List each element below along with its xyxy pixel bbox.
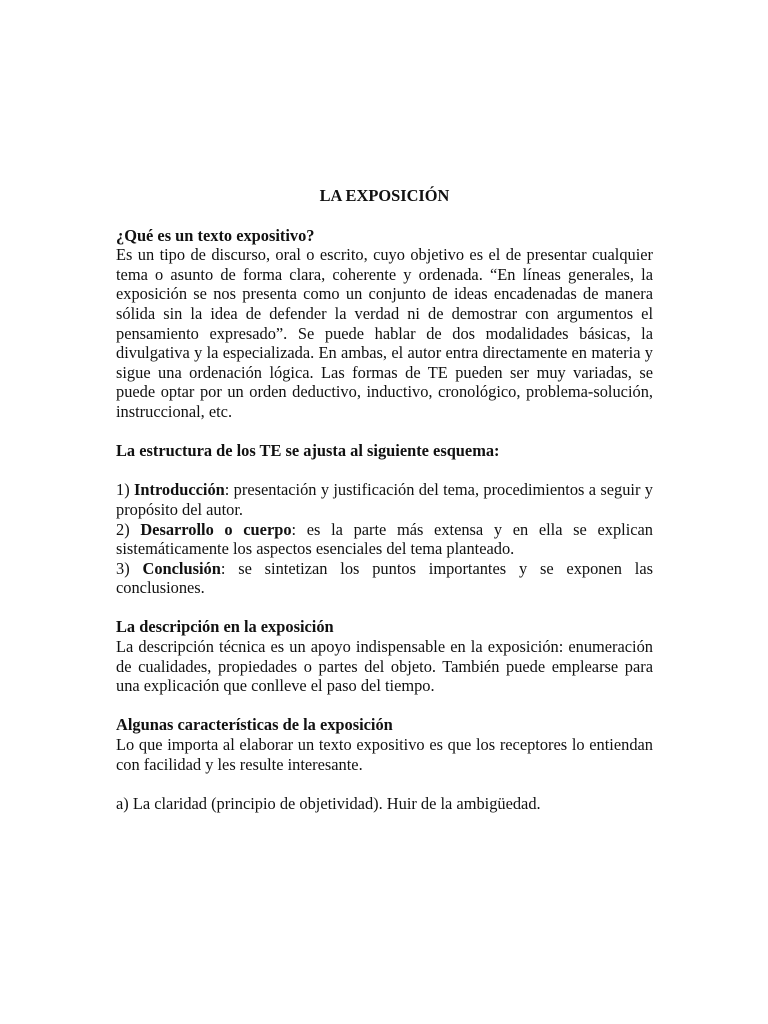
section-clarity [116,794,653,814]
list-item-number: 2) [116,519,130,539]
list-item [116,520,653,559]
list-item-text: : se sintetizan los puntos importantes y se exponen las conclusiones. [116,558,653,598]
section-heading: ¿Qué es un texto expositivo? [116,225,315,245]
list-item [116,480,653,519]
list-item-text: : es la parte más extensa y en ella se explican sistemáticamente los aspectos esenciales del tema planteado. [116,519,653,559]
list-item-text: : presentación y justificación del tema, procedimientos a seguir y propósito del autor. [116,480,653,519]
list-item-number: 1) [116,480,130,500]
document-title: LA EXPOSICIÓN [319,186,450,205]
section-heading: La estructura de los TE se ajusta al siguiente esquema: [116,441,500,461]
list-item-number: 3) [116,558,130,578]
section-paragraph: Lo que importa al elaborar un texto expositivo es que los receptores lo entiendan con facilidad y les resulte interesante. [116,735,653,774]
list-item [116,559,653,598]
document-page [116,186,653,833]
section-heading: La descripción en la exposición [116,617,334,637]
section-paragraph: Es un tipo de discurso, oral o escrito, cuyo objetivo es el de presentar cualquier tema o asunto de forma clara, coherente y ordenada. “En líneas generales, la exposición se nos presenta como un conjunto de ideas encadenadas de manera sólida sin la idea de defender la verdad ni de demostrar con argumentos el pensamiento expresado”. Se puede hablar de dos modalidades básicas, la divulgativa y la especializada. En ambas, el autor entra directamente en materia y sigue una ordenación lógica. Las formas de TE pueden ser muy variadas, se puede optar por un orden deductivo, inductivo, cronológico, problema-solución, instruccional, etc. [116,245,653,421]
list-item-term: Introducción [134,480,225,500]
section-what-is [116,226,653,422]
section-heading: Algunas características de la exposición [116,715,393,735]
list-item-term: Desarrollo o cuerpo [140,519,292,539]
section-structure [116,441,653,461]
section-characteristics [116,715,653,774]
list-item-term: Conclusión [142,558,221,578]
section-paragraph: a) La claridad (principio de objetividad). Huir de la ambigüedad. [116,793,541,813]
structure-list [116,480,653,598]
section-description [116,617,653,695]
section-paragraph: La descripción técnica es un apoyo indispensable en la exposición: enumeración de cualidades, propiedades o partes del objeto. También puede emplearse para una explicación que conlleve el paso del tiempo. [116,637,653,696]
